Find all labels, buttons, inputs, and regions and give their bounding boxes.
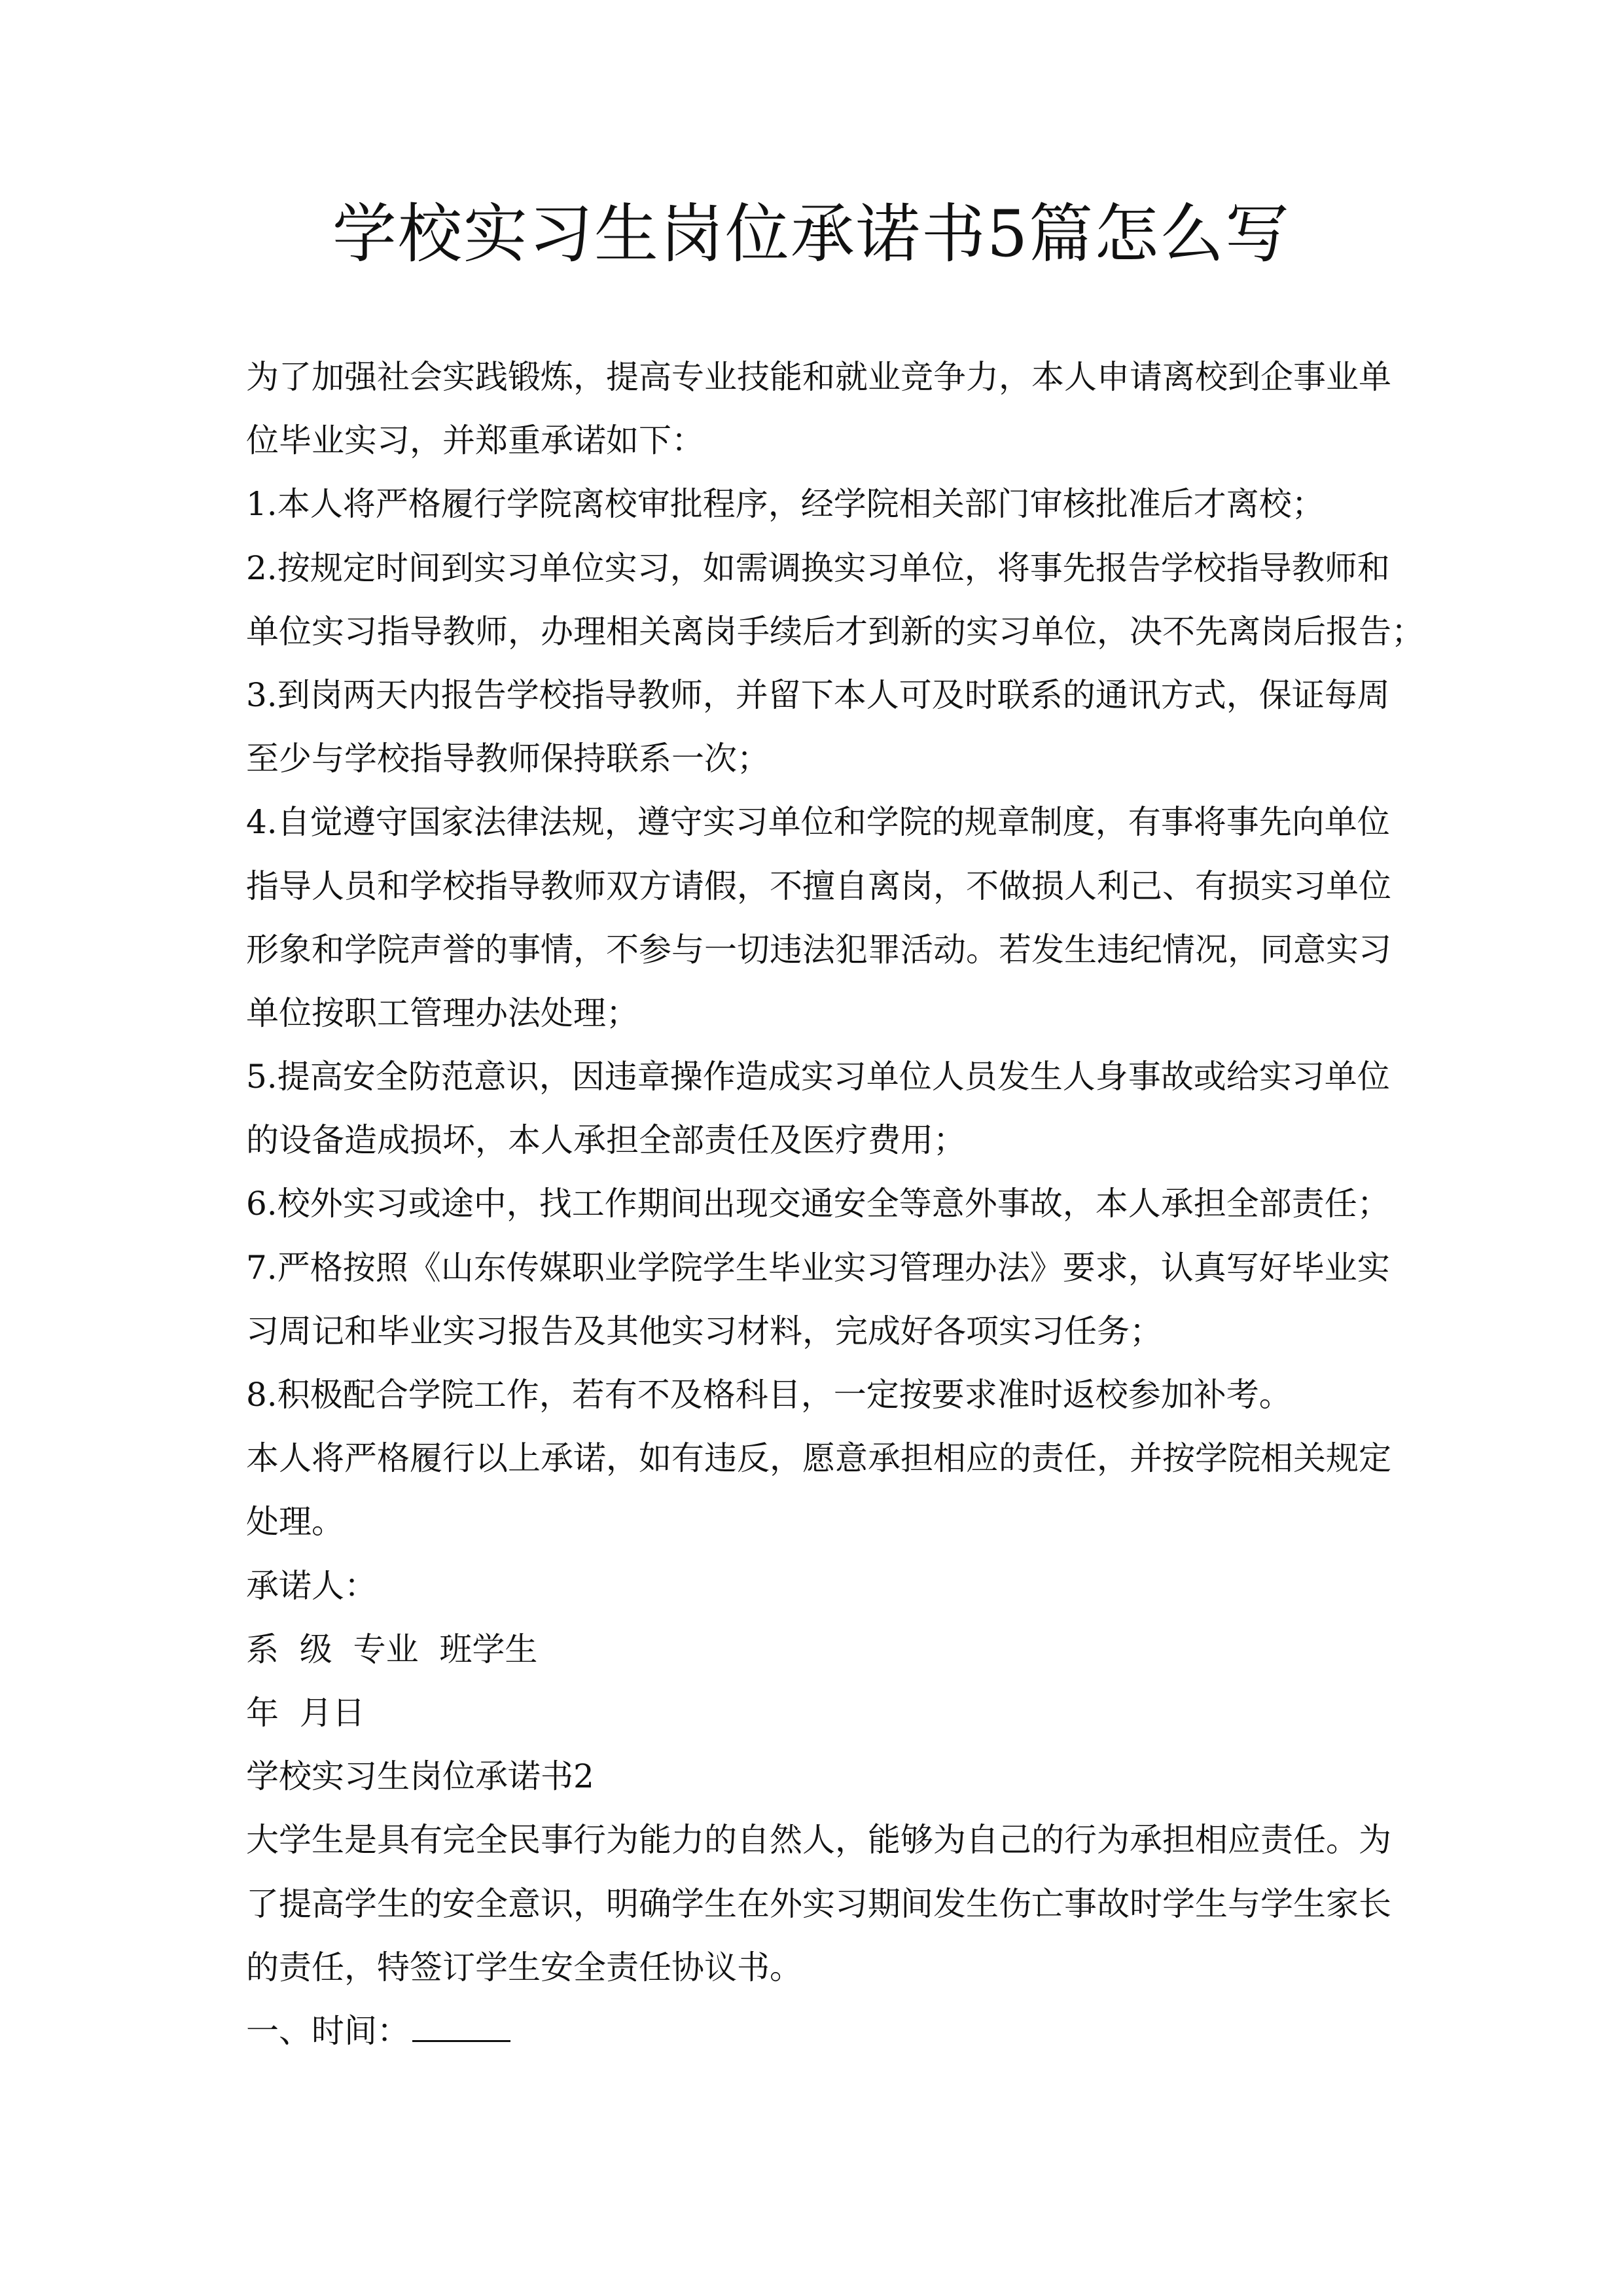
text-line: 单位按职工管理办法处理；: [246, 994, 639, 1032]
text-line: 形象和学院声誉的事情，不参与一切违法犯罪活动。若发生违纪情况，同意实习: [246, 930, 1391, 969]
text-line: 5.提高安全防范意识，因违章操作造成实习单位人员发生人身事故或给实习单位: [246, 1058, 1390, 1096]
text-line: 3.到岗两天内报告学校指导教师，并留下本人可及时联系的通讯方式，保证每周: [246, 675, 1390, 714]
time-blank-underline[interactable]: [412, 2014, 510, 2042]
text-line: 的设备造成损坏，本人承担全部责任及医疗费用；: [246, 1121, 966, 1160]
text-line: 单位实习指导教师，办理相关离岗手续后才到新的实习单位，决不先离岗后报告；: [246, 612, 1424, 651]
text-line: 1.本人将严格履行学院离校审批程序，经学院相关部门审核批准后才离校；: [246, 485, 1325, 524]
text-line: 6.校外实习或途中，找工作期间出现交通安全等意外事故，本人承担全部责任；: [246, 1185, 1390, 1223]
text-line: 2.按规定时间到实习单位实习，如需调换实习单位，将事先报告学校指导教师和: [246, 548, 1390, 587]
text-line: 的责任，特签订学生安全责任协议书。: [246, 1948, 802, 1986]
text-line: 位毕业实习，并郑重承诺如下：: [246, 422, 704, 460]
text-line: 为了加强社会实践锻炼，提高专业技能和就业竞争力，本人申请离校到企事业单: [246, 358, 1391, 396]
text-line: 至少与学校指导教师保持联系一次；: [246, 740, 770, 778]
text-line: 处理。: [246, 1503, 344, 1541]
text-line: 大学生是具有完全民事行为能力的自然人，能够为自己的行为承担相应责任。为: [246, 1821, 1391, 1859]
document-body: [246, 346, 1424, 2063]
text-line: 习周记和毕业实习报告及其他实习材料，完成好各项实习任务；: [246, 1312, 1162, 1350]
time-label: 一、时间：: [246, 2011, 410, 2050]
text-line: 7.严格按照《山东传媒职业学院学生毕业实习管理办法》要求，认真写好毕业实: [246, 1248, 1390, 1287]
paragraph-lines: [246, 346, 1424, 2000]
text-line: 本人将严格履行以上承诺，如有违反，愿意承担相应的责任，并按学院相关规定: [246, 1439, 1391, 1478]
text-line: 了提高学生的安全意识，明确学生在外实习期间发生伤亡事故时学生与学生家长: [246, 1884, 1391, 1923]
text-line: 年 月日: [246, 1693, 365, 1732]
text-line: 4.自觉遵守国家法律法规，遵守实习单位和学院的规章制度，有事将事先向单位: [246, 803, 1390, 842]
text-line: 承诺人：: [246, 1566, 377, 1605]
text-line: 学校实习生岗位承诺书2: [246, 1757, 594, 1796]
text-line: 指导人员和学校指导教师双方请假，不擅自离岗，不做损人利己、有损实习单位: [246, 867, 1391, 905]
text-line: 8.积极配合学院工作，若有不及格科目，一定按要求准时返校参加补考。: [246, 1376, 1292, 1414]
time-field-line: [246, 2000, 1376, 2063]
text-line: 系 级 专业 班学生: [246, 1630, 538, 1668]
document-title: 学校实习生岗位承诺书5篇怎么写: [332, 197, 1291, 272]
